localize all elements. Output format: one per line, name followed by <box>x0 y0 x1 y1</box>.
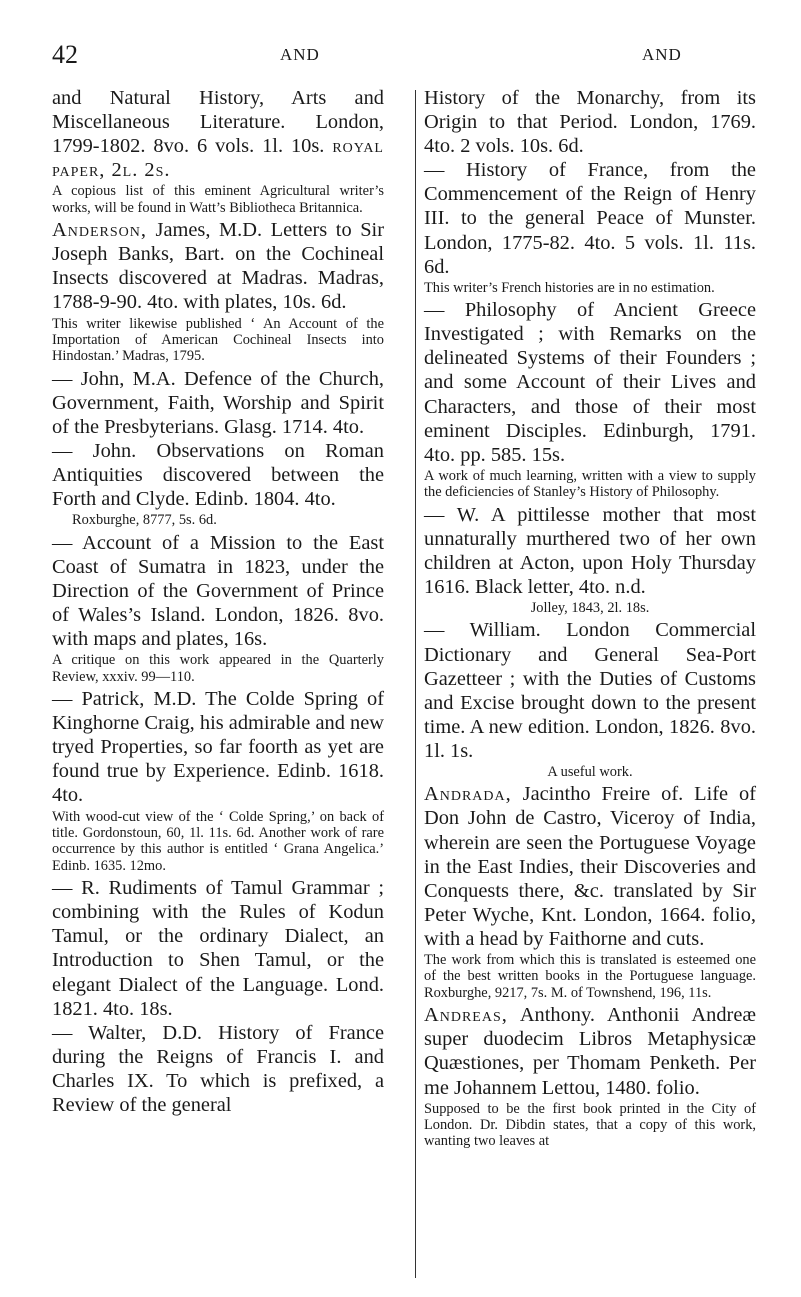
entry-note: A work of much learning, written with a view to supply the deficiencies of Stanley’s History of Philosophy. <box>424 467 756 501</box>
entry-note: With wood-cut view of the ‘ Colde Spring,’ on back of title. Gordonstoun, 60, 1l. 11s. 6d. Another work of rare occurrence by this author is entitled ‘ Grana Angelica.’ Edinb. 1635. 12mo. <box>52 808 384 874</box>
entry-sumatra-mission: — Account of a Mission to the East Coast of Sumatra in 1823, under the Direction of the Government of Prince of Wales’s Island. London, 1826. 8vo. with maps and plates, 16s. <box>52 531 384 651</box>
entry-andreas: Andreas, Anthony. Anthonii Andreæ super duodecim Libros Metaphysicæ Quæstiones, per Thomam Penketh. Per me Johannem Lettou, 1480. folio. <box>424 1004 756 1099</box>
right-column <box>424 86 756 1152</box>
entry-anderson-w: — W. A pittilesse mother that most unnaturally murthered two of her own children at Acton, upon Holy Thursday 1616. Black letter, 4to. n.d. <box>424 503 756 598</box>
entry-note: A copious list of this eminent Agricultural writer’s works, will be found in Watt’s Bibliotheca Britannica. <box>52 183 384 216</box>
entry-note: Roxburghe, 8777, 5s. 6d. <box>72 512 217 529</box>
entry-continuation: and Natural History, Arts and Miscellaneous Literature. London, 1799-1802. 8vo. 6 vols. 1l. 10s. royal paper, 2l. 2s. <box>52 87 384 182</box>
entry-andrada: Andrada, Jacintho Freire of. Life of Don John de Castro, Viceroy of India, wherein are seen the Portuguese Voyage in the East Indies, their Discoveries and Conquests there, &c. translated by Sir Peter Wyche, Knt. London, 1664. folio, with a head by Faithorne and cuts. <box>424 783 756 950</box>
page-header <box>52 40 757 74</box>
entry-anderson-walter: — Walter, D.D. History of France during the Reigns of Francis I. and Charles IX. To which is prefixed, a Review of the general <box>52 1021 384 1116</box>
entry-note: Supposed to be the first book printed in the City of London. Dr. Dibdin states, that a copy of this work, wanting two leaves at <box>424 1100 756 1150</box>
entry-anderson-john-defence: — John, M.A. Defence of the Church, Government, Faith, Worship and Spirit of the Presbyterians. Glasg. 1714. 4to. <box>52 367 384 438</box>
entry-philosophy-greece: — Philosophy of Ancient Greece Investigated ; with Remarks on the delineated Systems of their Founders ; and some Account of their Lives and Characters, and those of their most eminent Disciples. Edinburgh, 1791. 4to. pp. 585. 15s. <box>424 299 756 466</box>
entry-note: This writer likewise published ‘ An Account of the Importation of American Cochineal Insects into Hindostan.’ Madras, 1795. <box>52 315 384 365</box>
royal-paper-price: royal paper, 2l. 2s. <box>52 135 384 182</box>
entry-anderson-james: Anderson, James, M.D. Letters to Sir Joseph Banks, Bart. on the Cochineal Insects discovered at Madras. Madras, 1788-9-90. 4to. with plates, 10s. 6d. <box>52 219 384 314</box>
entry-anderson-patrick: — Patrick, M.D. The Colde Spring of Kinghorne Craig, his admirable and new tryed Properties, so far foorth as yet are found true by Experience. Edinb. 1618. 4to. <box>52 688 384 807</box>
right-running-headword: AND <box>642 45 682 64</box>
entry-history-of-france: — History of France, from the Commencement of the Reign of Henry III. to the general Peace of Munster. London, 1775-82. 4to. 5 vols. 1l. 11s. 6d. <box>424 159 756 278</box>
entry-headword: Andrada, <box>424 783 512 806</box>
entry-anderson-john-observations: — John. Observations on Roman Antiquities discovered between the Forth and Clyde. Edinb. 1804. 4to. <box>52 440 384 511</box>
entry-anderson-r: — R. Rudiments of Tamul Grammar ; combining with the Rules of Kodun Tamul, or the ordinary Dialect, an Introduction to Shen Tamul, or the elegant Dialect of the Language. Lond. 1821. 4to. 18s. <box>52 877 384 1020</box>
left-column <box>52 86 384 1117</box>
entry-note: The work from which this is translated is esteemed one of the best written books in the Portuguese language. Roxburghe, 9217, 7s. M. of Townshend, 196, 11s. <box>424 952 756 1001</box>
entry-note: This writer’s French histories are in no estimation. <box>424 279 715 296</box>
page-number: 42 <box>52 40 78 69</box>
entry-note: A critique on this work appeared in the Quarterly Review, xxxiv. 99—110. <box>52 652 384 685</box>
entry-headword: Anderson, <box>52 219 147 242</box>
column-divider <box>415 90 416 1278</box>
entry-note: A useful work. <box>547 763 633 780</box>
entry-note: Jolley, 1843, 2l. 18s. <box>530 600 650 616</box>
entry-continuation: History of the Monarchy, from its Origin to that Period. London, 1769. 4to. 2 vols. 10s. 6d. <box>424 87 756 158</box>
entry-headword: Andreas, <box>424 1004 508 1027</box>
entry-anderson-william: — William. London Commercial Dictionary and General Sea-Port Gazetteer ; with the Duties of Customs and Excise brought down to the present time. A new edition. London, 1826. 8vo. 1l. 1s. <box>424 619 756 762</box>
left-running-headword: AND <box>280 45 320 64</box>
